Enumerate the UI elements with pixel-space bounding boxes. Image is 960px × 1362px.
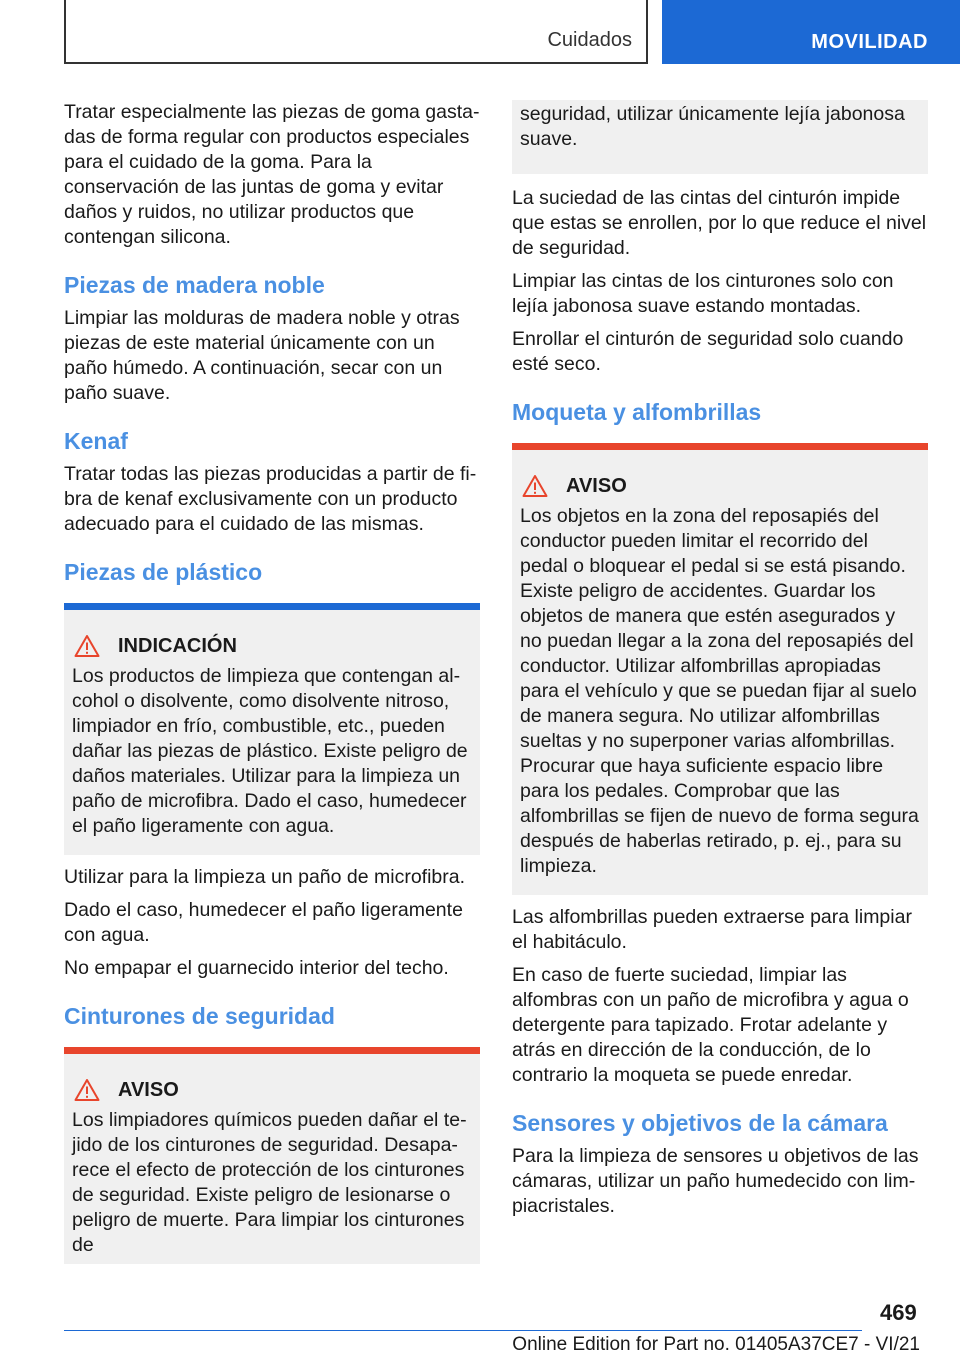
indicacion-rule	[64, 603, 480, 610]
madera-paragraph: Limpiar las molduras de madera noble y otras piezas de este material únicamente con un paño húmedo. A continuación, secar con un paño suave.	[64, 307, 460, 404]
cinturones-paragraph-2: Limpiar las cintas de los cinturones solo con lejía jabonosa suave estando montadas.	[512, 270, 894, 317]
section-title-madera: Piezas de madera noble	[64, 272, 325, 298]
aviso-label-cinturones: AVISO	[118, 1078, 179, 1101]
intro-paragraph: Tratar especialmente las piezas de goma gastadas de forma regular con productos especiales para el cuidado de la goma. Para la conservación de las juntas de goma y evitar daños y ruidos, no utilizar productos que contengan silicona.	[64, 101, 480, 248]
indicacion-box	[64, 610, 480, 855]
aviso-label-moqueta: AVISO	[566, 474, 627, 497]
warning-triangle-icon	[74, 1078, 100, 1102]
cinturones-paragraph-1: La suciedad de las cintas del cinturón impide que estas se enrollen, por lo que reduce el nivel de seguridad.	[512, 187, 927, 259]
moqueta-paragraph-2: En caso de fuerte suciedad, limpiar las alfombras con un paño de microfibra y agua o detergente para tapizado. Frotar adelante y atrás en dirección de la conducción, de lo contrario la moqueta se puede enredar.	[512, 964, 909, 1086]
aviso-box-moqueta	[512, 450, 928, 895]
section-title-kenaf: Kenaf	[64, 428, 128, 454]
warning-triangle-icon	[522, 474, 548, 498]
aviso-rule-moqueta	[512, 443, 928, 450]
indicacion-header	[72, 634, 472, 658]
page-number: 469	[880, 1300, 917, 1325]
section-title-moqueta: Moqueta y alfombrillas	[512, 399, 762, 425]
moqueta-paragraph-1: Las alfombrillas pueden extraerse para limpiar el habitáculo.	[512, 906, 912, 953]
header-chapter-tab	[662, 0, 960, 64]
section-title-cinturones: Cinturones de seguridad	[64, 1003, 335, 1029]
section-title-plastico: Piezas de plástico	[64, 559, 263, 585]
aviso-box-continuation	[512, 100, 928, 174]
header-section-label: Cuidados	[547, 29, 632, 51]
warning-triangle-icon	[74, 634, 100, 658]
cinturones-paragraph-3: Enrollar el cinturón de seguridad solo cuando esté seco.	[512, 328, 904, 375]
sensores-paragraph: Para la limpieza de sensores u objetivos de las cámaras, utilizar un paño humedecido con limpiacristales.	[512, 1145, 919, 1217]
plastico-paragraph-1: Utilizar para la limpieza un paño de microfibra.	[64, 866, 466, 888]
aviso-header-moqueta	[520, 474, 920, 498]
aviso-text-moqueta: Los objetos en la zona del reposapiés del conductor pueden limitar el recorrido del pedal o bloquear el pedal si se está pisando. Existe peligro de accidentes. Guardar los objetos de manera que estén asegurados y no puedan llegar a la zona del reposapiés del conductor. Utilizar alfombrillas apropiadas para el vehículo y que se puedan fijar al suelo de manera segura. No utilizar alfombrillas sueltas y no superponer varias alfombrillas. Procurar que haya suficiente espacio libre para los pedales. Comprobar que las alfombrillas se fijen de nuevo de forma segura después de haberlas retirado, p. ej., para su limpieza.	[520, 505, 919, 877]
header-section-tab	[64, 0, 648, 64]
left-column	[64, 100, 480, 1264]
indicacion-text: Los productos de limpieza que contengan alcohol o disolvente, como disolvente nitroso, limpiador en frío, combustible, etc., pueden dañar las piezas de plástico. Existe peligro de daños materiales. Utilizar para la limpieza un paño de microfibra. Dado el caso, humedecer el paño ligeramente con agua.	[72, 665, 468, 837]
kenaf-paragraph: Tratar todas las piezas producidas a partir de fibra de kenaf exclusivamente con un producto adecuado para el cuidado de las mismas.	[64, 463, 477, 535]
indicacion-label: INDICACIÓN	[118, 634, 237, 657]
aviso-continuation-text: seguridad, utilizar únicamente lejía jabonosa suave.	[520, 103, 905, 150]
footer-rule	[64, 1330, 862, 1331]
plastico-paragraph-3: No empapar el guarnecido interior del techo.	[64, 957, 449, 979]
header-chapter-label: MOVILIDAD	[811, 31, 928, 53]
footer-edition-text: Online Edition for Part no. 01405A37CE7 - VI/21	[512, 1334, 920, 1355]
aviso-rule-cinturones	[64, 1047, 480, 1054]
aviso-box-cinturones	[64, 1054, 480, 1264]
aviso-text-cinturones: Los limpiadores químicos pueden dañar el tejido de los cinturones de seguridad. Desaparece el efecto de protección de los cinturones de seguridad. Existe peligro de lesionarse o peligro de muerte. Para limpiar los cinturones de	[72, 1109, 467, 1256]
section-title-sensores: Sensores y objetivos de la cámara	[512, 1110, 888, 1136]
aviso-header-cinturones	[72, 1078, 472, 1102]
plastico-paragraph-2: Dado el caso, humedecer el paño ligeramente con agua.	[64, 899, 463, 946]
right-column	[512, 100, 928, 1227]
